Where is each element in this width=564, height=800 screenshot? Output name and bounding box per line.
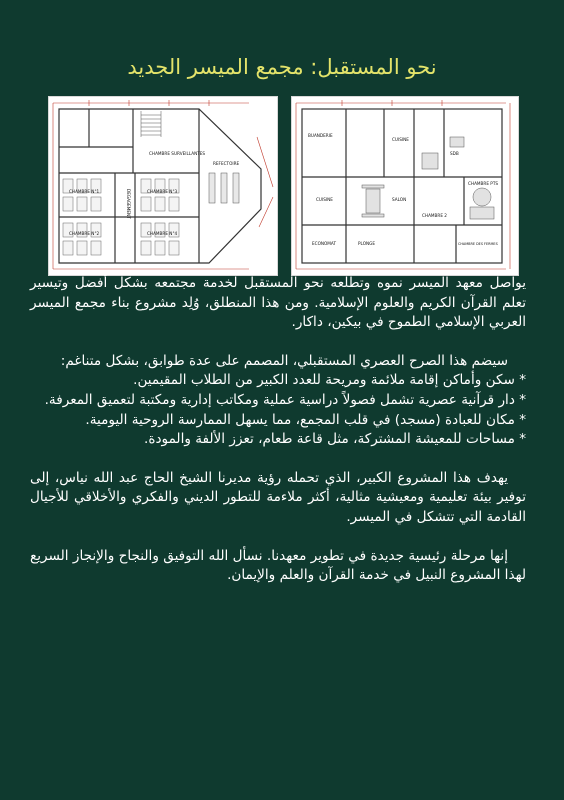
label-chambre-2: CHAMBRE 2: [422, 213, 447, 218]
label-degagement: DEGAGEMENT: [126, 189, 131, 219]
label-cuisine: CUISINE: [316, 197, 333, 202]
floor-plan-ground-drawing: [292, 97, 518, 275]
furniture: [362, 137, 494, 219]
bullet-mosque: * مكان للعبادة (مسجد) في قلب المجمع، مما يسهل الممارسة الروحية اليومية.: [85, 411, 526, 428]
label-plonge: PLONGE: [358, 241, 376, 246]
label-chambre-pts: CHAMBRE PTS: [468, 181, 499, 186]
bullet-housing: * سكن وأماكن إقامة ملائمة ومريحة للعدد الكبير من الطلاب المقيمين.: [133, 372, 526, 389]
paragraph-vision: يهدف هذا المشروع الكبير، الذي تحمله رؤية مديرنا الشيخ الحاج عبد الله نياس، إلى توفير بيئة تعليمية ومعيشية مثالية، أكثر ملاءمة للتطور الديني والفكري والأخلاقي للأجيال القادمة التي تتشكل في الميسر.: [30, 469, 526, 525]
label-surveillants: CHAMBRE SURVEILLANTES: [149, 151, 206, 156]
label-buanderie: BUANDERIE: [308, 133, 333, 138]
floor-plan-upper: [48, 96, 278, 276]
label-chambre-4: CHAMBRE N°4: [147, 231, 178, 236]
label-cuisine-top: CUISINE: [392, 137, 409, 142]
label-sdb: SDB: [450, 151, 459, 156]
room-labels: [308, 133, 498, 246]
paragraph-closing: إنها مرحلة رئيسية جديدة في تطوير معهدنا. نسأل الله التوفيق والنجاح والإنجاز السريع لهذا المشروع النبيل في خدمة القرآن والعلم والإيمان.: [30, 547, 526, 584]
floor-plan-upper-drawing: [49, 97, 277, 275]
floor-plan-ground: [291, 96, 519, 276]
stairs: [141, 111, 161, 137]
bullet-common-spaces: * مساحات للمعيشة المشتركة، مثل قاعة طعام، تعزز الألفة والمودة.: [144, 431, 526, 448]
refectory-tables: [209, 173, 239, 203]
label-economat: ECONOMAT: [312, 241, 337, 246]
label-chambre-3: CHAMBRE N°3: [147, 189, 178, 194]
label-chambre-1: CHAMBRE N°1: [69, 189, 100, 194]
label-salon: SALON: [392, 197, 407, 202]
label-refectoire: REFECTOIRE: [213, 161, 240, 166]
page-title: نحو المستقبل: مجمع الميسر الجديد: [127, 55, 437, 79]
paragraph-features-intro: سيضم هذا الصرح العصري المستقبلي، المصمم على عدة طوابق، بشكل متناغم:: [60, 352, 508, 369]
paragraph-intro: يواصل معهد الميسر نموه وتطلعه نحو المستقبل لخدمة مجتمعه بشكل أفضل وتيسير تعلم القرآن الكريم والعلوم الإسلامية. ومن هذا المنطلق، وُلِد مشروع بناء مجمع الميسر العربي الإسلامي الطموح في بيكين، داكار.: [30, 275, 526, 331]
article-body: [30, 274, 526, 586]
bullet-quran-house: * دار قرآنية عصرية تشمل فصولاً دراسية عملية ومكاتب إدارية ومكتبة لتعميق المعرفة.: [44, 391, 526, 408]
label-chambre-2: CHAMBRE N°2: [69, 231, 100, 236]
label-fermes: CHAMBRE DES FERMES: [458, 242, 498, 246]
